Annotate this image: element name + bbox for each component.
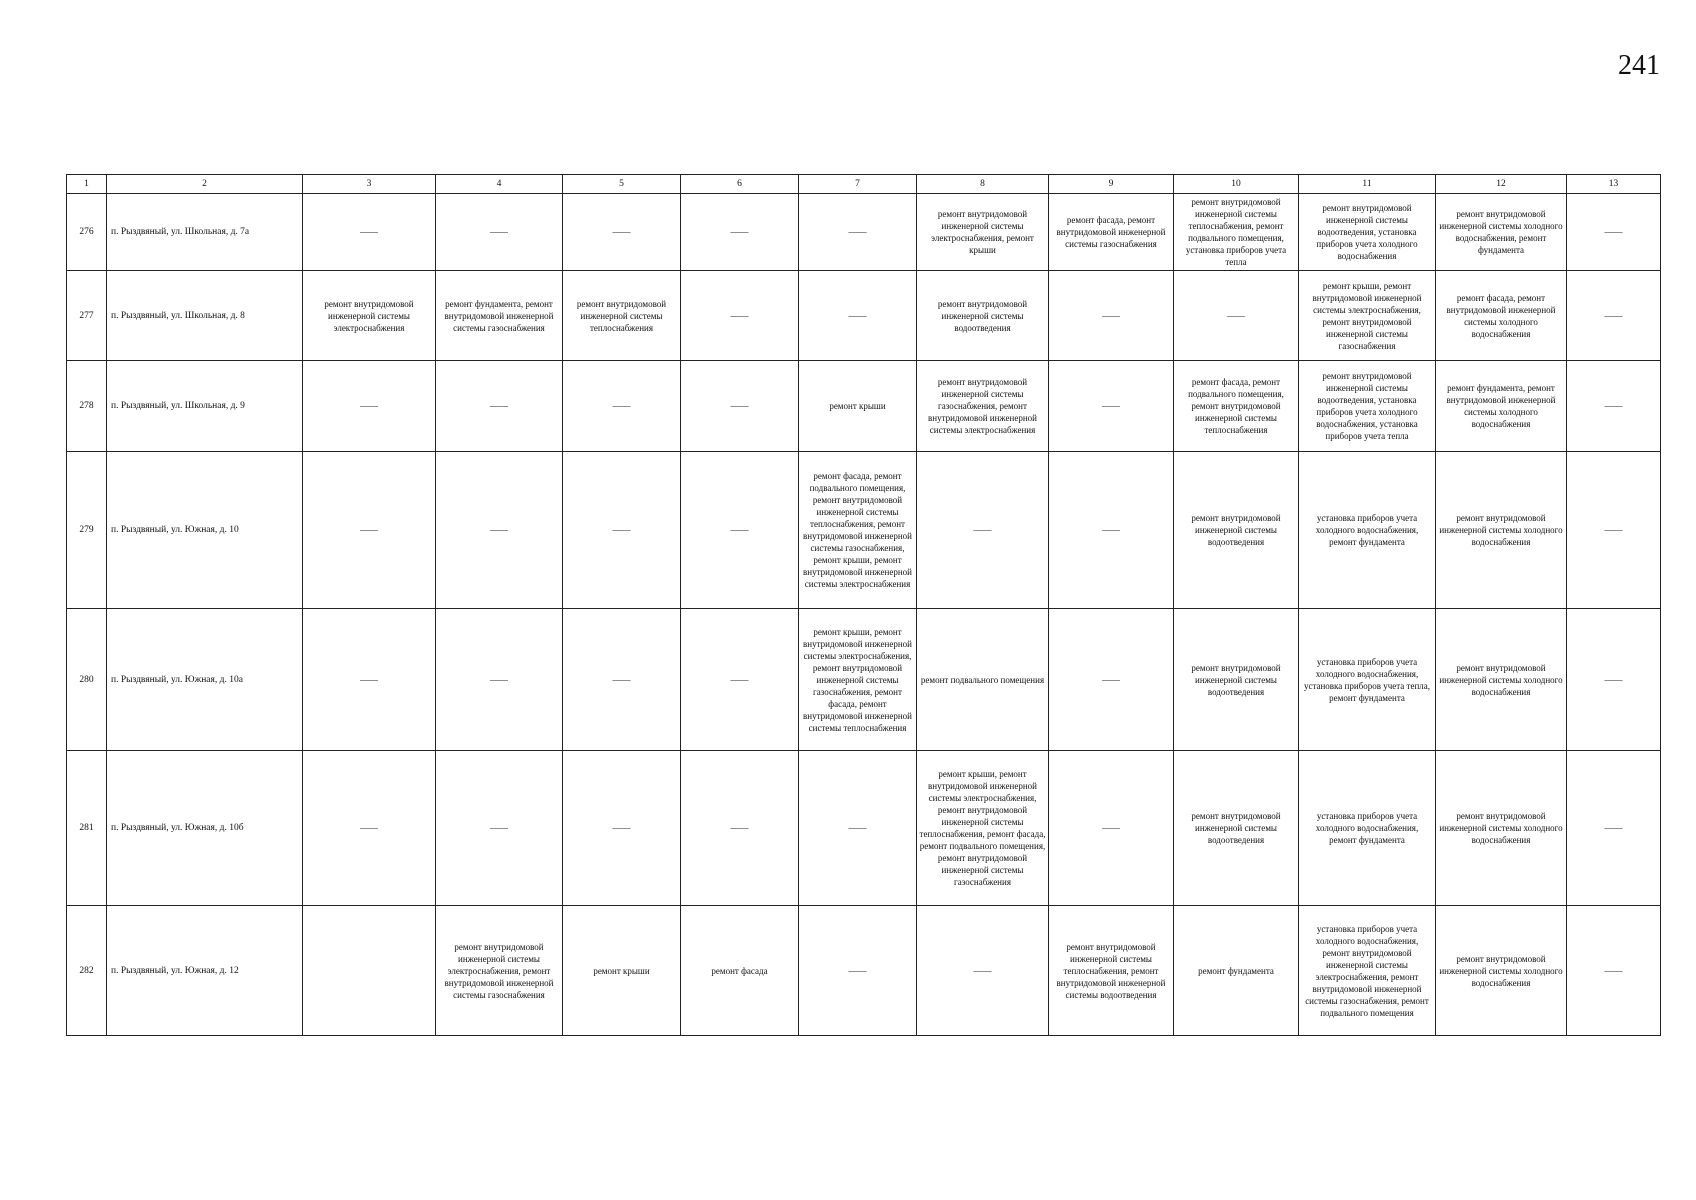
table-row (67, 271, 1661, 361)
address-cell: п. Рыздвяный, ул. Школьная, д. 7а (107, 194, 303, 271)
work-cell: —— (563, 194, 681, 271)
work-cell: —— (436, 361, 563, 452)
address-cell: п. Рыздвяный, ул. Школьная, д. 8 (107, 271, 303, 361)
row-number: 279 (67, 452, 107, 609)
column-header: 13 (1567, 175, 1661, 194)
work-cell: ремонт внутридомовой инженерной системы теплоснабжения, ремонт внутридомовой инженерной системы водоотведения (1049, 906, 1174, 1036)
work-cell: —— (303, 452, 436, 609)
column-header: 12 (1436, 175, 1567, 194)
work-cell: ремонт внутридомовой инженерной системы холодного водоснабжения (1436, 609, 1567, 751)
address-cell: п. Рыздвяный, ул. Школьная, д. 9 (107, 361, 303, 452)
work-cell: ремонт внутридомовой инженерной системы электроснабжения (303, 271, 436, 361)
work-cell: ремонт внутридомовой инженерной системы водоотведения, установка приборов учета холодного водоснабжения (1299, 194, 1436, 271)
column-header: 11 (1299, 175, 1436, 194)
column-header: 6 (681, 175, 799, 194)
work-cell: ремонт внутридомовой инженерной системы холодного водоснабжения, ремонт фундамента (1436, 194, 1567, 271)
work-cell: —— (1049, 751, 1174, 906)
table-row (67, 361, 1661, 452)
work-cell: —— (681, 609, 799, 751)
work-cell: —— (681, 361, 799, 452)
work-cell: —— (1567, 751, 1661, 906)
work-cell: —— (1049, 452, 1174, 609)
work-cell: ремонт фундамента, ремонт внутридомовой инженерной системы газоснабжения (436, 271, 563, 361)
work-cell: —— (303, 609, 436, 751)
column-header: 10 (1174, 175, 1299, 194)
work-cell: —— (1567, 271, 1661, 361)
work-cell: ремонт фасада (681, 906, 799, 1036)
work-cell: —— (436, 194, 563, 271)
row-number: 276 (67, 194, 107, 271)
work-cell: ремонт фасада, ремонт внутридомовой инженерной системы газоснабжения (1049, 194, 1174, 271)
work-cell: —— (917, 452, 1049, 609)
work-cell: ремонт внутридомовой инженерной системы теплоснабжения (563, 271, 681, 361)
work-cell: —— (1049, 271, 1174, 361)
table-row (67, 609, 1661, 751)
work-cell: —— (799, 271, 917, 361)
row-number: 281 (67, 751, 107, 906)
table-row (67, 194, 1661, 271)
work-cell: ремонт внутридомовой инженерной системы водоотведения (1174, 452, 1299, 609)
work-cell: —— (303, 194, 436, 271)
work-cell: —— (303, 361, 436, 452)
work-cell: —— (799, 751, 917, 906)
work-cell: ремонт крыши (563, 906, 681, 1036)
work-cell: ремонт внутридомовой инженерной системы холодного водоснабжения (1436, 906, 1567, 1036)
row-number: 278 (67, 361, 107, 452)
work-cell: ремонт крыши (799, 361, 917, 452)
work-cell: —— (303, 751, 436, 906)
address-cell: п. Рыздвяный, ул. Южная, д. 10 (107, 452, 303, 609)
column-number-row (67, 175, 1661, 194)
work-cell: установка приборов учета холодного водоснабжения, ремонт внутридомовой инженерной системы электроснабжения, ремонт внутридомовой инженерной системы газоснабжения, ремонт подвального помещения (1299, 906, 1436, 1036)
address-cell: п. Рыздвяный, ул. Южная, д. 10а (107, 609, 303, 751)
work-cell: —— (1567, 906, 1661, 1036)
work-cell: —— (1174, 271, 1299, 361)
table-row (67, 906, 1661, 1036)
work-cell: установка приборов учета холодного водоснабжения, ремонт фундамента (1299, 452, 1436, 609)
work-cell: ремонт крыши, ремонт внутридомовой инженерной системы электроснабжения, ремонт внутридомовой инженерной системы теплоснабжения, ремонт фасада, ремонт подвального помещения, ремонт внутридомовой инженерной системы газоснабжения (917, 751, 1049, 906)
work-cell: ремонт внутридомовой инженерной системы водоотведения (1174, 751, 1299, 906)
column-header: 8 (917, 175, 1049, 194)
work-cell: —— (681, 194, 799, 271)
column-header: 9 (1049, 175, 1174, 194)
table-row (67, 751, 1661, 906)
work-cell: —— (681, 271, 799, 361)
work-cell: ремонт внутридомовой инженерной системы холодного водоснабжения (1436, 452, 1567, 609)
work-cell: —— (917, 906, 1049, 1036)
work-cell: —— (1567, 609, 1661, 751)
work-cell: ремонт внутридомовой инженерной системы теплоснабжения, ремонт подвального помещения, установка приборов учета тепла (1174, 194, 1299, 271)
work-cell: ремонт фасада, ремонт подвального помещения, ремонт внутридомовой инженерной системы теплоснабжения, ремонт внутридомовой инженерной системы газоснабжения, ремонт крыши, ремонт внутридомовой инженерной системы электроснабжения (799, 452, 917, 609)
work-cell: —— (1567, 452, 1661, 609)
work-cell: —— (1567, 361, 1661, 452)
work-cell: ремонт внутридомовой инженерной системы холодного водоснабжения (1436, 751, 1567, 906)
row-number: 280 (67, 609, 107, 751)
row-number: 282 (67, 906, 107, 1036)
column-header: 3 (303, 175, 436, 194)
work-cell (303, 906, 436, 1036)
address-cell: п. Рыздвяный, ул. Южная, д. 10б (107, 751, 303, 906)
work-cell: ремонт внутридомовой инженерной системы водоотведения (917, 271, 1049, 361)
column-header: 4 (436, 175, 563, 194)
table-row (67, 452, 1661, 609)
work-plan-table (66, 174, 1661, 1036)
column-header: 2 (107, 175, 303, 194)
work-cell: —— (681, 452, 799, 609)
work-cell: —— (436, 609, 563, 751)
work-cell: —— (563, 361, 681, 452)
work-cell: ремонт внутридомовой инженерной системы водоотведения (1174, 609, 1299, 751)
work-cell: ремонт внутридомовой инженерной системы водоотведения, установка приборов учета холодного водоснабжения, установка приборов учета тепла (1299, 361, 1436, 452)
work-cell: —— (436, 452, 563, 609)
work-cell: ремонт подвального помещения (917, 609, 1049, 751)
work-cell: —— (1049, 361, 1174, 452)
row-number: 277 (67, 271, 107, 361)
column-header: 7 (799, 175, 917, 194)
page-number: 241 (1618, 50, 1660, 81)
work-cell: ремонт фундамента, ремонт внутридомовой инженерной системы холодного водоснабжения (1436, 361, 1567, 452)
work-cell: ремонт крыши, ремонт внутридомовой инженерной системы электроснабжения, ремонт внутридомовой инженерной системы газоснабжения, ремонт фасада, ремонт внутридомовой инженерной системы теплоснабжения (799, 609, 917, 751)
work-cell: ремонт фасада, ремонт внутридомовой инженерной системы холодного водоснабжения (1436, 271, 1567, 361)
work-cell: —— (563, 452, 681, 609)
work-cell: установка приборов учета холодного водоснабжения, установка приборов учета тепла, ремонт фундамента (1299, 609, 1436, 751)
work-cell: ремонт фундамента (1174, 906, 1299, 1036)
work-cell: —— (436, 751, 563, 906)
work-cell: —— (1049, 609, 1174, 751)
work-cell: —— (1567, 194, 1661, 271)
work-cell: ремонт внутридомовой инженерной системы электроснабжения, ремонт крыши (917, 194, 1049, 271)
work-cell: —— (681, 751, 799, 906)
work-cell: ремонт внутридомовой инженерной системы электроснабжения, ремонт внутридомовой инженерной системы газоснабжения (436, 906, 563, 1036)
work-cell: ремонт крыши, ремонт внутридомовой инженерной системы электроснабжения, ремонт внутридомовой инженерной системы газоснабжения (1299, 271, 1436, 361)
work-cell: —— (563, 751, 681, 906)
work-cell: —— (799, 194, 917, 271)
column-header: 5 (563, 175, 681, 194)
work-cell: —— (799, 906, 917, 1036)
work-cell: ремонт внутридомовой инженерной системы газоснабжения, ремонт внутридомовой инженерной системы электроснабжения (917, 361, 1049, 452)
work-cell: установка приборов учета холодного водоснабжения, ремонт фундамента (1299, 751, 1436, 906)
work-cell: —— (563, 609, 681, 751)
work-cell: ремонт фасада, ремонт подвального помещения, ремонт внутридомовой инженерной системы теплоснабжения (1174, 361, 1299, 452)
address-cell: п. Рыздвяный, ул. Южная, д. 12 (107, 906, 303, 1036)
column-header: 1 (67, 175, 107, 194)
